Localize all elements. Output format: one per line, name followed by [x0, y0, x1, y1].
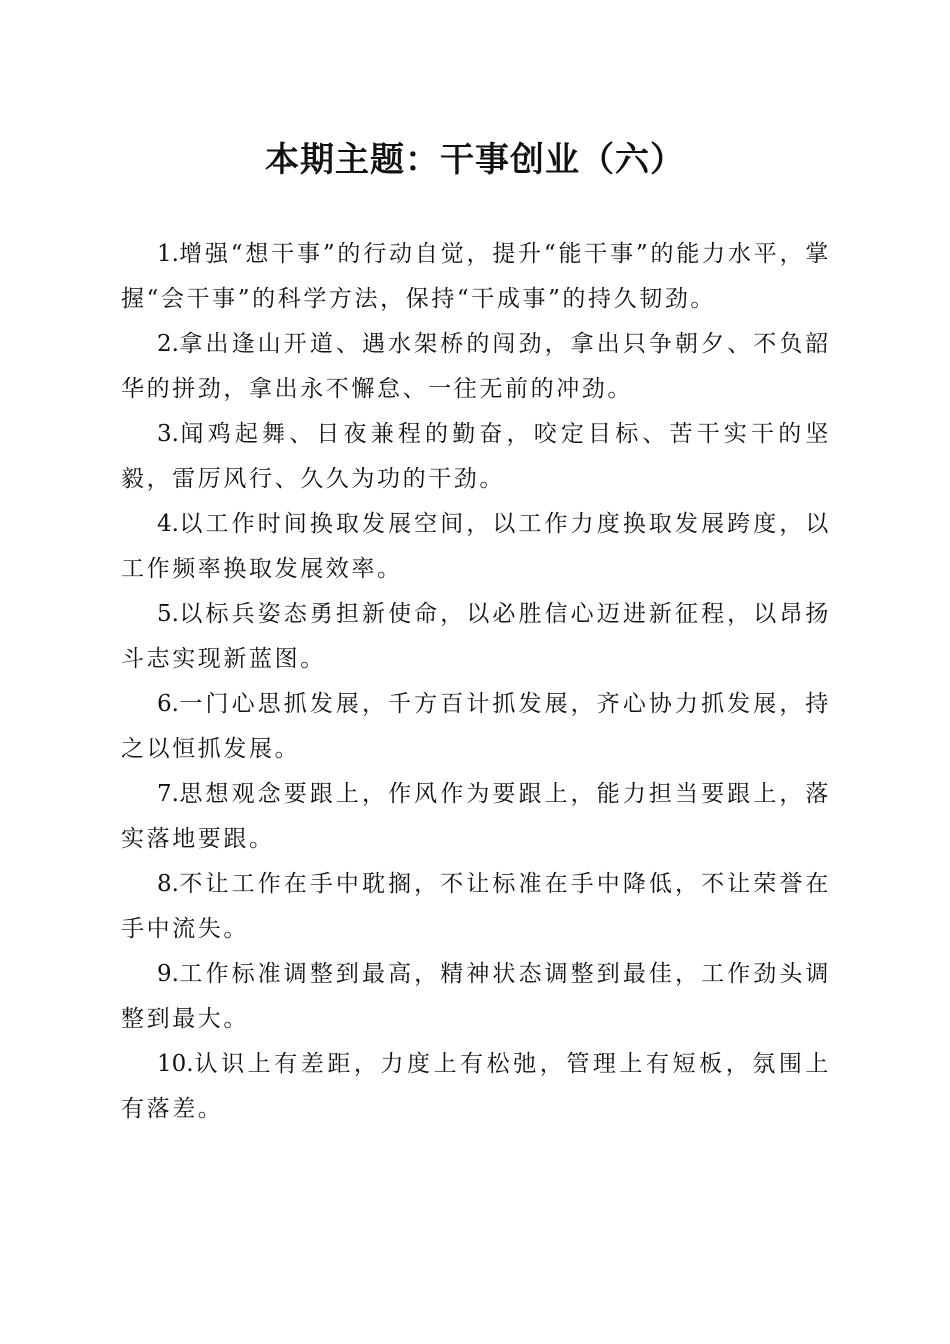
- list-item: [121, 412, 831, 502]
- item-text: 认识上有差距，力度上有松弛，管理上有短板，氛围上有落差。: [121, 1051, 831, 1122]
- item-number: 7.: [157, 781, 179, 807]
- document-title: 本期主题：干事创业（六）: [265, 140, 685, 180]
- item-text: 工作标准调整到最高，精神状态调整到最佳，工作劲头调整到最大。: [121, 961, 831, 1032]
- document-body: [121, 232, 831, 1132]
- list-item: [121, 502, 831, 592]
- list-item: [121, 772, 831, 862]
- item-number: 5.: [157, 601, 179, 627]
- item-number: 9.: [157, 961, 179, 987]
- item-text: 拿出逢山开道、遇水架桥的闯劲，拿出只争朝夕、不负韶华的拼劲，拿出永不懈怠、一往无前的冲劲。: [121, 331, 831, 402]
- item-text: 一门心思抓发展，千方百计抓发展，齐心协力抓发展，持之以恒抓发展。: [121, 691, 831, 762]
- item-number: 1.: [157, 241, 179, 267]
- item-text: 以标兵姿态勇担新使命，以必胜信心迈进新征程，以昂扬斗志实现新蓝图。: [121, 601, 831, 672]
- list-item: [121, 1042, 831, 1132]
- item-number: 10.: [157, 1051, 194, 1077]
- item-number: 4.: [157, 511, 179, 537]
- item-text: 增强“想干事”的行动自觉，提升“能干事”的能力水平，掌握“会干事”的科学方法，保持“干成事”的持久韧劲。: [121, 241, 831, 312]
- list-item: [121, 322, 831, 412]
- item-number: 8.: [157, 871, 179, 897]
- item-text: 不让工作在手中耽搁，不让标准在手中降低，不让荣誉在手中流失。: [121, 871, 831, 942]
- item-text: 闻鸡起舞、日夜兼程的勤奋，咬定目标、苦干实干的坚毅，雷厉风行、久久为功的干劲。: [121, 421, 831, 492]
- item-text: 以工作时间换取发展空间，以工作力度换取发展跨度，以工作频率换取发展效率。: [121, 511, 831, 582]
- item-number: 2.: [157, 331, 179, 357]
- list-item: [121, 592, 831, 682]
- item-number: 3.: [157, 421, 179, 447]
- item-number: 6.: [157, 691, 179, 717]
- list-item: [121, 862, 831, 952]
- list-item: [121, 682, 831, 772]
- item-text: 思想观念要跟上，作风作为要跟上，能力担当要跟上，落实落地要跟。: [121, 781, 831, 852]
- list-item: [121, 232, 831, 322]
- list-item: [121, 952, 831, 1042]
